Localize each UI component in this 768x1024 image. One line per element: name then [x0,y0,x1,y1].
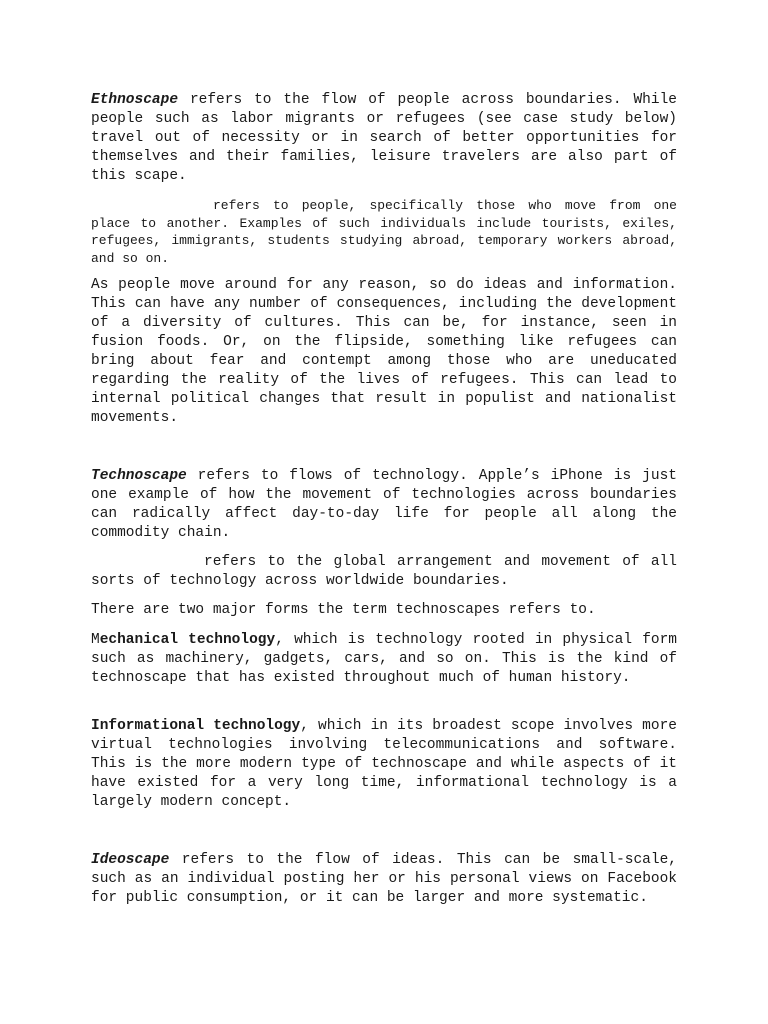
ethnoscape-consequences-text: As people move around for any reason, so do ideas and information. This can have any number of consequences, including the development of a diversity of cultures. This can be, for instance, seen in fusion foods. Or, on the flipside, something like refugees can bring about fear and contempt among those who are uneducated regarding the reality of the lives of refugees. This can lead to internal political changes that result in populist and nationalist movements. [91,277,677,426]
technoscape-forms-paragraph [91,601,677,620]
informational-technology-text: , which in its broadest scope involves more virtual technologies involving telecommunications and software. This is the more modern type of technoscape and while aspects of it have existed for a very long time, informational technology is a largely modern concept. [91,718,677,810]
ethnoscape-definition-text: refers to people, specifically those who move from one place to another. Examples of such individuals include tourists, exiles, refugees, immigrants, students studying abroad, temporary workers abroad, and so on. [91,198,677,266]
ideoscape-text: refers to the flow of ideas. This can be small-scale, such as an individual posting her or his personal views on Facebook for public consumption, or it can be larger and more systematic. [91,852,677,906]
ethnoscape-text: refers to the flow of people across boundaries. While people such as labor migrants or refugees (see case study below) travel out of necessity or in search of better opportunities for themselves and their families, leisure travelers are also part of this scape. [91,92,677,184]
mechanical-technology-paragraph [91,631,677,688]
informational-technology-paragraph [91,717,677,812]
mechanical-technology-term: echanical technology [99,632,276,648]
ideoscape-term: Ideoscape [91,852,170,868]
informational-technology-term: Informational technology [91,718,301,734]
mechanical-technology-text: , which is technology rooted in physical form such as machinery, gadgets, cars, and so on. This is the kind of technoscape that has existed throughout much of human history. [91,632,677,686]
technoscape-definition-text: refers to the global arrangement and movement of all sorts of technology across worldwide boundaries. [91,554,677,589]
technoscape-definition-paragraph [91,553,677,591]
mechanical-first-letter: M [91,632,100,648]
ethnoscape-paragraph [91,91,677,186]
ethnoscape-consequences-paragraph [91,276,677,428]
technoscape-term: Technoscape [91,468,187,484]
ideoscape-paragraph [91,851,677,908]
technoscape-paragraph [91,467,677,543]
technoscape-forms-text: There are two major forms the term technoscapes refers to. [91,602,596,618]
ethnoscape-definition-paragraph [91,197,677,267]
ethnoscape-term: Ethnoscape [91,92,179,108]
technoscape-text: refers to flows of technology. Apple’s iPhone is just one example of how the movement of technologies across boundaries can radically affect day-to-day life for people all along the commodity chain. [91,468,677,541]
